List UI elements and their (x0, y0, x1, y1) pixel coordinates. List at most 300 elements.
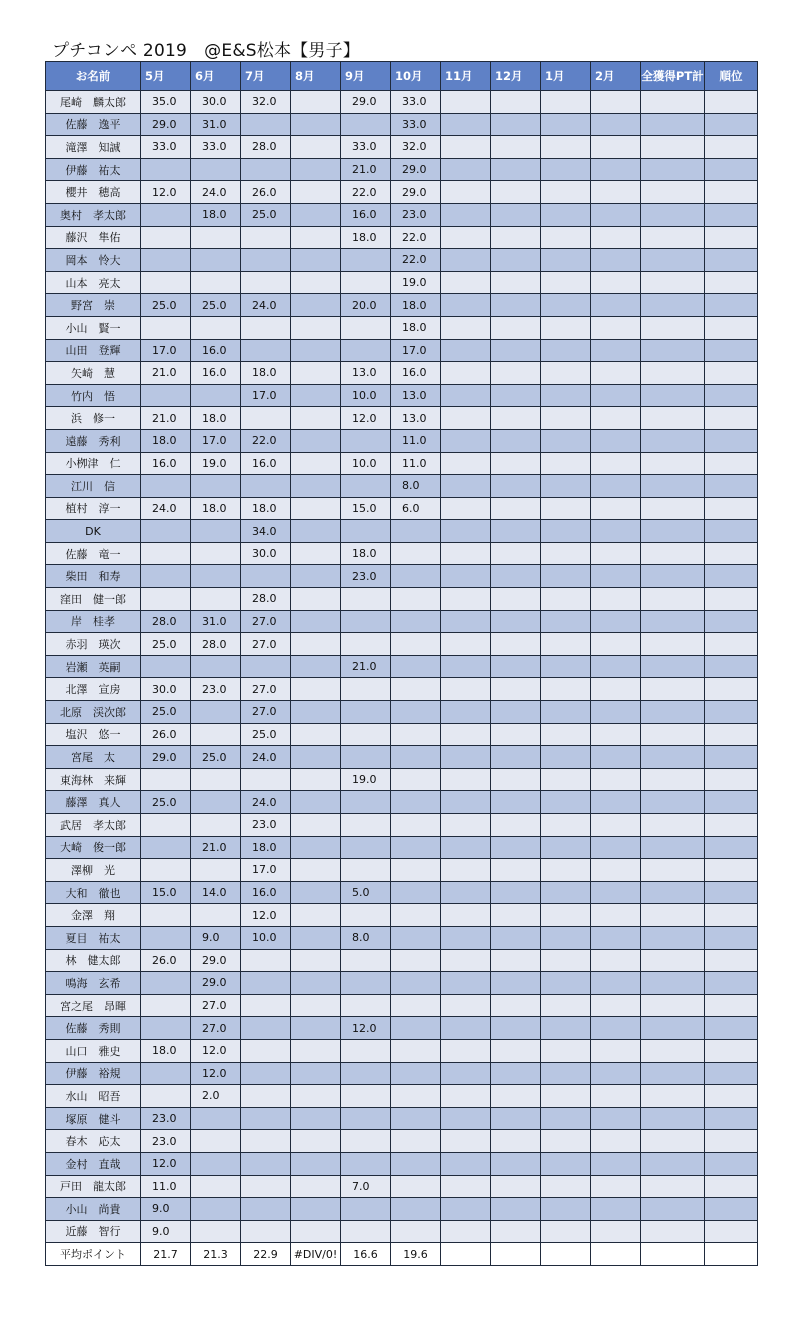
score-cell (591, 701, 641, 724)
score-cell (641, 181, 705, 204)
table-row (46, 1220, 758, 1243)
header-row (46, 62, 758, 91)
score-cell (441, 271, 491, 294)
score-cell (541, 1152, 591, 1175)
score-cell (441, 475, 491, 498)
score-cell (141, 926, 191, 949)
player-name: 竹内 悟 (46, 384, 141, 407)
player-name: 東海林 来輝 (46, 768, 141, 791)
score-cell (541, 859, 591, 882)
score-cell (141, 249, 191, 272)
table-row (46, 91, 758, 114)
score-cell: 12.0 (191, 1062, 241, 1085)
table-row (46, 723, 758, 746)
table-row (46, 768, 758, 791)
table-row (46, 949, 758, 972)
score-cell: 9.0 (141, 1220, 191, 1243)
score-cell (641, 1017, 705, 1040)
score-cell (541, 520, 591, 543)
score-cell (705, 588, 758, 611)
player-name: 佐藤 秀則 (46, 1017, 141, 1040)
score-cell: 8.0 (391, 475, 441, 498)
score-cell (391, 859, 441, 882)
table-row (46, 814, 758, 837)
score-cell (705, 994, 758, 1017)
score-cell (241, 1220, 291, 1243)
table-row (46, 339, 758, 362)
score-cell (441, 1107, 491, 1130)
score-cell (291, 610, 341, 633)
score-cell (191, 520, 241, 543)
score-cell (591, 678, 641, 701)
score-cell (705, 316, 758, 339)
score-cell (591, 1017, 641, 1040)
score-cell (441, 113, 491, 136)
score-cell (191, 565, 241, 588)
score-cell (191, 271, 241, 294)
player-name: 北澤 宣房 (46, 678, 141, 701)
score-cell (641, 1085, 705, 1108)
score-cell (191, 1198, 241, 1221)
score-cell (541, 362, 591, 385)
score-cell (641, 158, 705, 181)
score-cell: 15.0 (141, 881, 191, 904)
score-cell (441, 316, 491, 339)
score-cell (391, 655, 441, 678)
column-header: 7月 (241, 62, 291, 91)
score-cell (441, 91, 491, 114)
score-cell (391, 768, 441, 791)
score-cell (341, 1039, 391, 1062)
score-cell (541, 994, 591, 1017)
score-cell (391, 542, 441, 565)
score-cell (641, 701, 705, 724)
score-cell (441, 768, 491, 791)
score-cell (491, 429, 541, 452)
score-cell (391, 746, 441, 769)
score-cell (191, 768, 241, 791)
score-cell (441, 1085, 491, 1108)
table-row (46, 633, 758, 656)
score-cell (191, 814, 241, 837)
score-cell: 22.0 (391, 249, 441, 272)
column-header: 全獲得PT計 (641, 62, 705, 91)
column-header: 10月 (391, 62, 441, 91)
score-cell: 27.0 (191, 994, 241, 1017)
score-cell (291, 384, 341, 407)
score-cell: 14.0 (191, 881, 241, 904)
score-cell (391, 1062, 441, 1085)
score-cell (641, 949, 705, 972)
score-cell: 32.0 (391, 136, 441, 159)
score-cell (141, 588, 191, 611)
score-cell (291, 429, 341, 452)
score-cell (291, 791, 341, 814)
table-row (46, 791, 758, 814)
score-cell (705, 384, 758, 407)
score-cell (541, 926, 591, 949)
score-cell: 12.0 (141, 1152, 191, 1175)
score-cell (641, 768, 705, 791)
score-cell: 26.0 (141, 949, 191, 972)
player-name: 植村 淳一 (46, 497, 141, 520)
score-cell (541, 1130, 591, 1153)
score-cell (705, 1039, 758, 1062)
score-cell (391, 926, 441, 949)
score-cell (341, 1085, 391, 1108)
score-cell: 21.0 (341, 655, 391, 678)
score-cell: 22.0 (391, 226, 441, 249)
score-cell: 22.0 (241, 429, 291, 452)
player-name: 赤羽 瑛次 (46, 633, 141, 656)
score-cell (291, 1017, 341, 1040)
score-cell (491, 271, 541, 294)
score-cell (591, 881, 641, 904)
score-cell: 31.0 (191, 113, 241, 136)
score-cell (341, 1198, 391, 1221)
score-cell: 33.0 (141, 136, 191, 159)
score-cell (641, 904, 705, 927)
score-cell (241, 407, 291, 430)
score-cell (541, 158, 591, 181)
score-cell (241, 1085, 291, 1108)
table-row (46, 701, 758, 724)
score-cell (641, 1062, 705, 1085)
score-cell (705, 723, 758, 746)
score-cell (705, 701, 758, 724)
score-cell: 28.0 (241, 136, 291, 159)
score-cell (291, 362, 341, 385)
score-cell (291, 136, 341, 159)
table-row (46, 271, 758, 294)
player-name: 藤澤 真人 (46, 791, 141, 814)
score-cell: 13.0 (391, 407, 441, 430)
score-cell: 29.0 (391, 158, 441, 181)
score-cell (291, 904, 341, 927)
score-cell: 16.0 (241, 881, 291, 904)
score-cell: 21.0 (141, 362, 191, 385)
score-cell (491, 678, 541, 701)
score-cell: 11.0 (391, 452, 441, 475)
score-cell (705, 542, 758, 565)
score-cell (641, 1152, 705, 1175)
score-cell (291, 1107, 341, 1130)
player-name: 宮之尾 昂暉 (46, 994, 141, 1017)
score-cell (441, 1152, 491, 1175)
score-cell (341, 520, 391, 543)
average-label: 平均ポイント (46, 1243, 141, 1266)
score-cell: 21.0 (191, 836, 241, 859)
score-cell (541, 814, 591, 837)
score-cell: 18.0 (341, 542, 391, 565)
score-cell (391, 881, 441, 904)
table-row (46, 429, 758, 452)
score-cell: 10.0 (241, 926, 291, 949)
table-row (46, 926, 758, 949)
score-cell (541, 633, 591, 656)
score-cell (441, 926, 491, 949)
score-cell (641, 203, 705, 226)
score-cell (541, 271, 591, 294)
score-cell (441, 520, 491, 543)
score-cell (141, 994, 191, 1017)
score-cell (191, 1152, 241, 1175)
table-row (46, 158, 758, 181)
score-cell (441, 701, 491, 724)
score-cell (591, 249, 641, 272)
player-name: 窪田 健一郎 (46, 588, 141, 611)
score-cell (591, 655, 641, 678)
score-cell: 15.0 (341, 497, 391, 520)
table-row (46, 249, 758, 272)
score-cell (491, 610, 541, 633)
average-cell: 21.7 (141, 1243, 191, 1266)
score-cell (241, 1152, 291, 1175)
score-cell (341, 429, 391, 452)
score-cell (391, 723, 441, 746)
score-cell (591, 1107, 641, 1130)
score-cell: 12.0 (241, 904, 291, 927)
score-cell (191, 723, 241, 746)
score-cell: 30.0 (241, 542, 291, 565)
score-cell (141, 226, 191, 249)
average-cell (641, 1243, 705, 1266)
score-cell (491, 881, 541, 904)
score-cell (705, 881, 758, 904)
score-cell (591, 994, 641, 1017)
score-cell (291, 113, 341, 136)
score-cell (491, 362, 541, 385)
score-cell (141, 475, 191, 498)
average-cell: #DIV/0! (291, 1243, 341, 1266)
score-cell (705, 746, 758, 769)
score-cell (191, 316, 241, 339)
score-cell (591, 723, 641, 746)
average-cell (441, 1243, 491, 1266)
score-cell (291, 271, 341, 294)
score-cell (291, 316, 341, 339)
score-cell (591, 1152, 641, 1175)
score-cell (641, 542, 705, 565)
player-name: 夏目 祐太 (46, 926, 141, 949)
score-cell: 12.0 (341, 1017, 391, 1040)
score-cell (591, 407, 641, 430)
score-cell (491, 746, 541, 769)
score-cell (291, 1220, 341, 1243)
score-cell (441, 836, 491, 859)
score-cell (541, 1085, 591, 1108)
table-row (46, 316, 758, 339)
score-cell (291, 339, 341, 362)
score-cell: 18.0 (391, 316, 441, 339)
player-name: 岩瀬 英嗣 (46, 655, 141, 678)
score-cell (441, 542, 491, 565)
score-cell (141, 1062, 191, 1085)
score-cell (591, 633, 641, 656)
score-cell: 20.0 (341, 294, 391, 317)
score-cell (705, 249, 758, 272)
score-cell (491, 384, 541, 407)
score-cell (491, 497, 541, 520)
score-cell (491, 1062, 541, 1085)
score-cell (291, 994, 341, 1017)
table-row (46, 1085, 758, 1108)
score-cell (591, 1198, 641, 1221)
player-name: 野宮 崇 (46, 294, 141, 317)
score-cell (705, 362, 758, 385)
score-cell (141, 1085, 191, 1108)
score-cell: 12.0 (341, 407, 391, 430)
table-row (46, 136, 758, 159)
player-name: 小栁津 仁 (46, 452, 141, 475)
player-name: 岡本 怜大 (46, 249, 141, 272)
score-cell (541, 678, 591, 701)
score-cell: 26.0 (241, 181, 291, 204)
score-cell: 29.0 (141, 113, 191, 136)
score-cell (291, 701, 341, 724)
player-name: 山本 亮太 (46, 271, 141, 294)
score-cell (291, 497, 341, 520)
score-cell (441, 904, 491, 927)
score-cell (641, 339, 705, 362)
score-cell (591, 949, 641, 972)
score-cell (291, 91, 341, 114)
score-cell (641, 136, 705, 159)
table-row (46, 881, 758, 904)
score-cell (705, 1175, 758, 1198)
score-cell (491, 181, 541, 204)
score-cell (591, 588, 641, 611)
player-name: 小山 尚貴 (46, 1198, 141, 1221)
score-cell (491, 1085, 541, 1108)
column-header: 12月 (491, 62, 541, 91)
score-cell (241, 316, 291, 339)
player-name: 櫻井 穂高 (46, 181, 141, 204)
score-cell: 18.0 (191, 497, 241, 520)
score-cell: 5.0 (341, 881, 391, 904)
score-cell (541, 316, 591, 339)
table-row (46, 362, 758, 385)
score-cell (491, 701, 541, 724)
player-name: 春木 応太 (46, 1130, 141, 1153)
player-name: 大崎 俊一郎 (46, 836, 141, 859)
score-table (45, 61, 758, 1266)
score-cell (241, 1130, 291, 1153)
table-row (46, 407, 758, 430)
score-cell (141, 655, 191, 678)
score-cell (641, 113, 705, 136)
score-cell: 21.0 (341, 158, 391, 181)
score-cell (141, 384, 191, 407)
score-cell: 18.0 (141, 1039, 191, 1062)
score-cell (541, 791, 591, 814)
score-cell (705, 1107, 758, 1130)
score-cell (641, 226, 705, 249)
player-name: 尾崎 麟太郎 (46, 91, 141, 114)
score-cell (591, 565, 641, 588)
score-cell (441, 497, 491, 520)
player-name: 金澤 翔 (46, 904, 141, 927)
score-cell (491, 542, 541, 565)
score-cell (191, 904, 241, 927)
score-cell (705, 91, 758, 114)
player-name: 藤沢 隼佑 (46, 226, 141, 249)
score-cell (491, 565, 541, 588)
score-cell (441, 136, 491, 159)
player-name: 矢崎 慧 (46, 362, 141, 385)
score-cell (191, 158, 241, 181)
score-cell: 27.0 (241, 633, 291, 656)
score-cell (541, 701, 591, 724)
score-cell (341, 1220, 391, 1243)
score-cell (441, 1198, 491, 1221)
score-cell: 25.0 (191, 746, 241, 769)
average-cell (491, 1243, 541, 1266)
score-cell (591, 1039, 641, 1062)
score-cell (491, 452, 541, 475)
score-cell (441, 1130, 491, 1153)
average-cell: 16.6 (341, 1243, 391, 1266)
score-cell: 13.0 (341, 362, 391, 385)
score-cell (441, 565, 491, 588)
player-name: 北原 渓次郎 (46, 701, 141, 724)
score-cell (641, 1039, 705, 1062)
score-cell (441, 1175, 491, 1198)
score-cell: 8.0 (341, 926, 391, 949)
player-name: 伊藤 裕規 (46, 1062, 141, 1085)
score-cell: 18.0 (191, 203, 241, 226)
score-cell (705, 814, 758, 837)
score-cell (391, 520, 441, 543)
score-cell (591, 294, 641, 317)
score-cell (705, 904, 758, 927)
score-cell: 25.0 (241, 723, 291, 746)
score-cell: 28.0 (241, 588, 291, 611)
score-cell: 23.0 (141, 1130, 191, 1153)
score-cell: 17.0 (241, 384, 291, 407)
score-cell (291, 181, 341, 204)
score-cell (641, 791, 705, 814)
score-cell (291, 859, 341, 882)
score-cell (641, 452, 705, 475)
player-name: 佐藤 竜一 (46, 542, 141, 565)
score-cell (241, 768, 291, 791)
score-cell: 19.0 (391, 271, 441, 294)
score-cell (441, 994, 491, 1017)
score-cell (341, 1107, 391, 1130)
score-cell: 35.0 (141, 91, 191, 114)
score-cell (341, 1152, 391, 1175)
score-cell (191, 655, 241, 678)
score-cell (705, 836, 758, 859)
score-cell (241, 339, 291, 362)
score-cell (491, 723, 541, 746)
score-cell (541, 136, 591, 159)
score-cell: 17.0 (391, 339, 441, 362)
score-cell (591, 271, 641, 294)
score-cell: 16.0 (191, 362, 241, 385)
score-cell (591, 859, 641, 882)
score-cell (591, 384, 641, 407)
player-name: 伊藤 祐太 (46, 158, 141, 181)
score-cell (191, 384, 241, 407)
table-row (46, 294, 758, 317)
score-cell (191, 1130, 241, 1153)
score-cell (391, 1130, 441, 1153)
score-cell (391, 1220, 441, 1243)
table-row (46, 1039, 758, 1062)
score-cell (341, 904, 391, 927)
